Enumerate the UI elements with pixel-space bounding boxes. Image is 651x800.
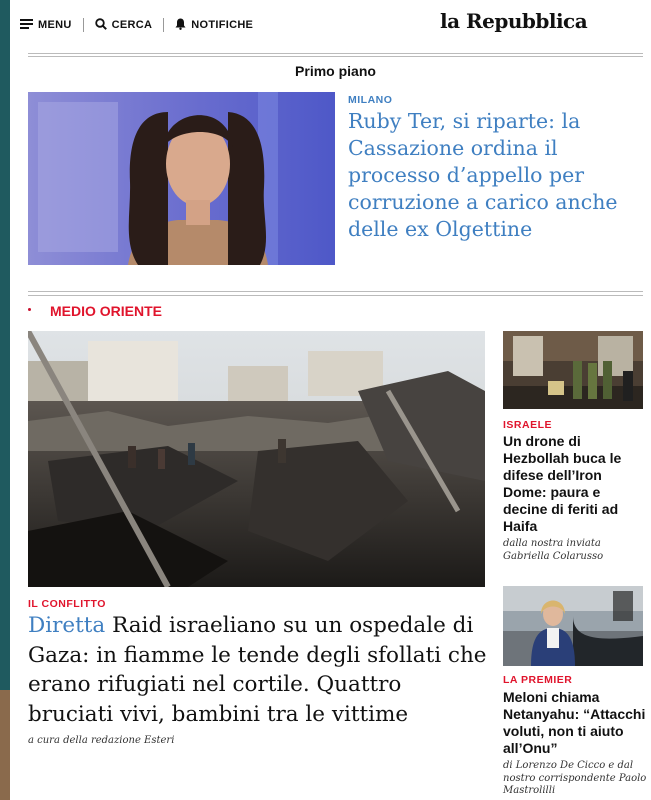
- menu-label: MENU: [38, 19, 72, 31]
- site-logo[interactable]: la Repubblica: [440, 9, 588, 33]
- side-story-2-kicker[interactable]: LA PREMIER: [503, 674, 573, 686]
- hero-story-image[interactable]: [28, 92, 335, 265]
- search-label: CERCA: [111, 19, 153, 31]
- side-story-2-author: di Lorenzo De Cicco e dal nostro corrispondente Paolo Mastrolilli: [503, 760, 647, 796]
- section-divider-middle: [28, 291, 643, 292]
- search-icon: [95, 18, 107, 33]
- section-title-label: MEDIO ORIENTE: [50, 303, 163, 319]
- nav-divider: [163, 18, 164, 32]
- side-story-2-headline[interactable]: Meloni chiama Netanyahu: “Attacchi voluti, non ti aiuto all’Onu”: [503, 689, 646, 756]
- side-story-2-image[interactable]: [503, 586, 643, 666]
- top-navigation: [10, 6, 651, 44]
- main-story-headline[interactable]: [28, 611, 488, 729]
- section-divider-middle-double: [28, 295, 643, 296]
- notifications-button[interactable]: [175, 18, 253, 33]
- section-dot-icon: [28, 308, 31, 311]
- menu-button[interactable]: [20, 19, 72, 32]
- nav-divider: [83, 18, 84, 32]
- section-divider-top-double: [28, 56, 643, 57]
- section-title-medio-oriente[interactable]: [28, 303, 162, 319]
- notifications-label: NOTIFICHE: [191, 19, 254, 31]
- section-divider-top: [28, 53, 643, 54]
- live-label: Diretta: [28, 613, 106, 638]
- side-story-1-headline[interactable]: Un drone di Hezbollah buca le difese dell’Iron Dome: paura e decine di feriti ad Haifa: [503, 433, 622, 534]
- main-story-headline-text: Raid israeliano su un ospedale di Gaza: in fiamme le tende degli sfollati che erano rifugiati nel cortile. Quattro bruciati vivi, bambini tra le vittime: [28, 613, 487, 727]
- bell-icon: [175, 18, 186, 33]
- search-button[interactable]: [95, 18, 153, 33]
- side-story-1-kicker[interactable]: ISRAELE: [503, 419, 553, 431]
- hamburger-icon: [20, 19, 33, 32]
- left-edge-strip-bottom: [0, 690, 10, 800]
- main-story-author: a cura della redazione Esteri: [28, 735, 175, 746]
- main-story-image[interactable]: [28, 331, 485, 587]
- main-story-kicker[interactable]: IL CONFLITTO: [28, 598, 106, 610]
- side-story-1-image[interactable]: [503, 331, 643, 409]
- hero-story-kicker[interactable]: MILANO: [348, 94, 393, 106]
- left-edge-strip: [0, 0, 10, 800]
- page: [10, 0, 651, 800]
- side-story-1-author: dalla nostra inviata Gabriella Colarusso: [503, 538, 604, 562]
- hero-story-headline[interactable]: Ruby Ter, si riparte: la Cassazione ordina il processo d’appello per corruzione a carico anche delle ex Olgettine: [348, 109, 618, 241]
- section-title-primo-piano[interactable]: Primo piano: [295, 63, 376, 79]
